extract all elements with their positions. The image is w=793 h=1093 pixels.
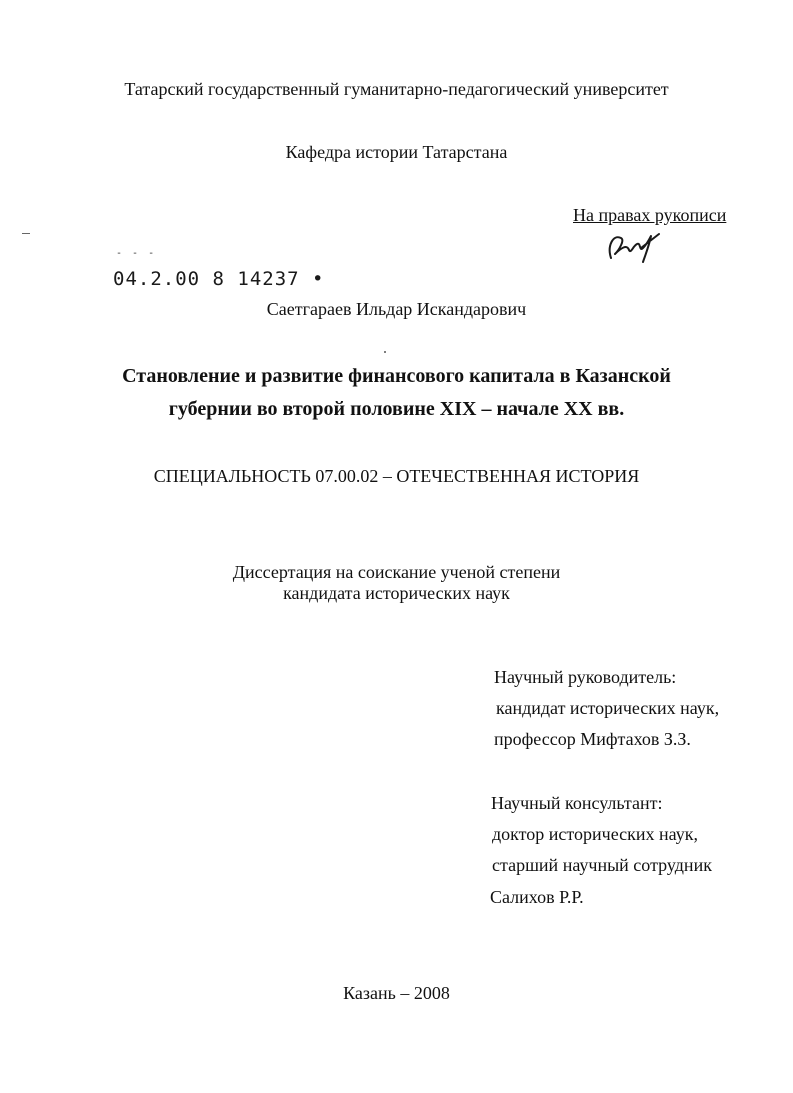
stamp-marks: - - - [116,248,157,259]
stamp-bullet: • [312,268,325,290]
consultant-position: старший научный сотрудник [492,855,712,875]
dissertation-degree-line-1: Диссертация на соискание ученой степени [232,562,561,582]
place-and-year: Казань – 2008 [343,983,450,1003]
handwritten-signature [605,228,665,264]
stamp-code: 04.2.00 8 14237 [113,268,300,290]
department-name: Кафедра истории Татарстана [285,142,508,162]
supervisor-name: профессор Мифтахов З.З. [494,729,691,749]
manuscript-rights-label: На правах рукописи [573,205,727,225]
registration-stamp [113,268,325,290]
scan-artifact-dash [22,233,30,234]
dissertation-title-line-1: Становление и развитие финансового капитала в Казанской [122,365,671,387]
author-name: Саетгараев Ильдар Искандарович [266,299,527,319]
university-name: Татарский государственный гуманитарно-педагогический университет [124,79,669,99]
supervisor-degree: кандидат исторических наук, [496,698,720,718]
dissertation-title-line-2: губернии во второй половине XIX – начале XX вв. [168,398,625,420]
supervisor-role: Научный руководитель: [494,667,677,687]
consultant-degree: доктор исторических наук, [492,824,698,844]
specialty-line: СПЕЦИАЛЬНОСТЬ 07.00.02 – ОТЕЧЕСТВЕННАЯ ИСТОРИЯ [153,466,640,486]
dissertation-degree-line-2: кандидата исторических наук [283,583,510,603]
consultant-role: Научный консультант: [491,793,663,813]
consultant-name: Салихов Р.Р. [490,887,584,907]
scan-artifact-dot [384,351,386,353]
